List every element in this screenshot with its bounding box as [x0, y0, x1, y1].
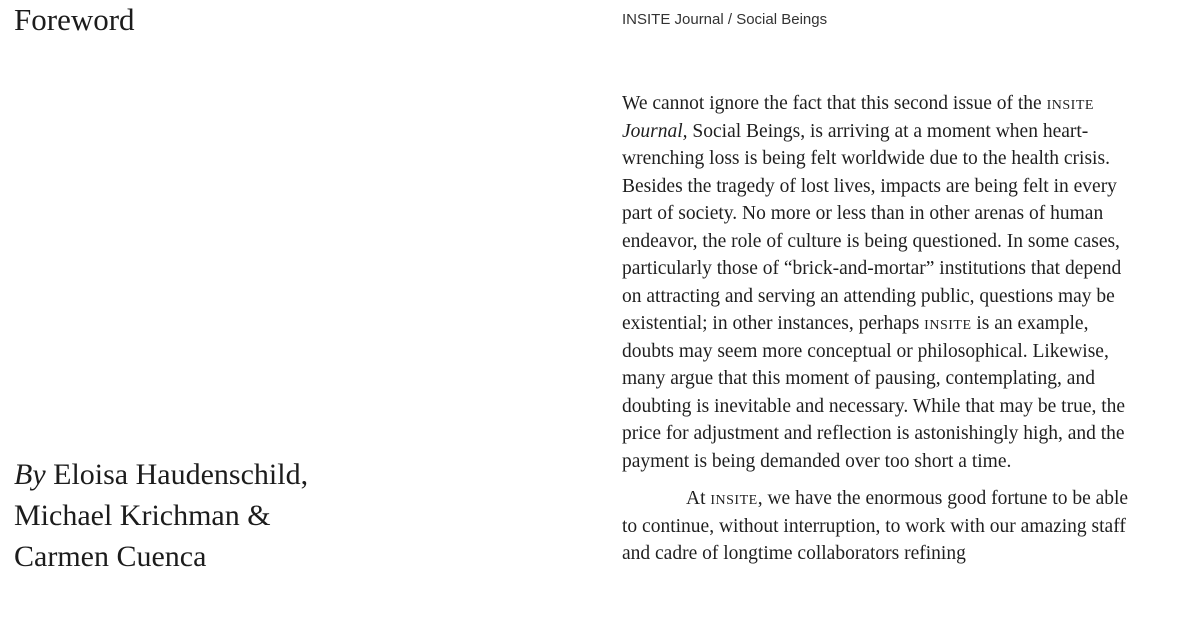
byline: [14, 454, 354, 577]
journal-italic: Journal,: [622, 120, 688, 142]
text-segment: At: [686, 488, 711, 509]
paragraph: [622, 90, 1142, 475]
insite-smallcaps: insite: [924, 313, 972, 334]
breadcrumb[interactable]: INSITE Journal / Social Beings: [622, 11, 828, 28]
byline-authors: Eloisa Haudenschild, Michael Krichman & Carmen Cuenca: [14, 458, 309, 573]
insite-smallcaps: insite: [1046, 93, 1094, 114]
text-segment: Social Beings, is arriving at a moment when heart-wrenching loss is being felt worldwide due to the health crisis. Besides the tragedy of lost lives, impacts are being felt in every part of society. No more or less than in other arenas of human endeavor, the role of culture is being questioned. In some cases, particularly those of “brick-and-mortar” institutions that depend on attracting and serving an attending public, questions may be existential; in other instances, perhaps: [622, 120, 1122, 334]
paragraph: [622, 485, 1142, 568]
text-segment: We cannot ignore the fact that this second issue of the: [622, 93, 1047, 114]
page-title: Foreword: [14, 2, 135, 37]
insite-smallcaps: insite: [710, 488, 758, 509]
text-segment: is an example, doubts may seem more conceptual or philosophical. Likewise, many argue that this moment of pausing, contemplating, and doubting is inevitable and necessary. While that may be true, the price for adjustment and reflection is astonishingly high, and the payment is being demanded over too short a time.: [622, 313, 1126, 472]
byline-prefix: By: [14, 458, 46, 491]
text-segment: , we have the enormous good fortune to be able to continue, without interruption, to work with our amazing staff and cadre of longtime collaborators refining: [622, 488, 1129, 564]
article-body: [622, 90, 1142, 578]
